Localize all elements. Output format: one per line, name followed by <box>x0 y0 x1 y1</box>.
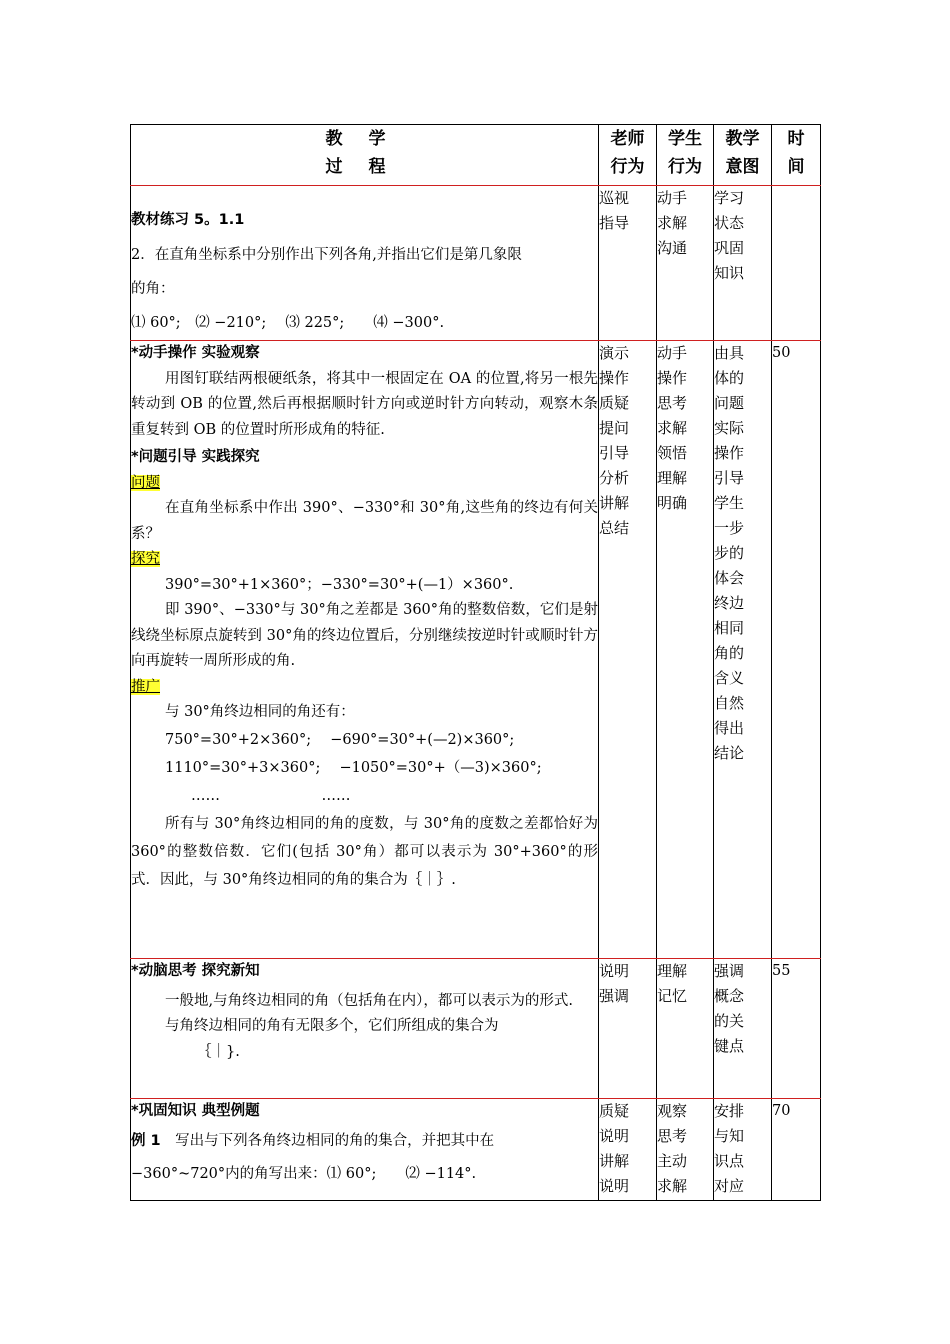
teacher-action: 巡视 指导 <box>599 186 657 341</box>
table-header-row <box>131 125 821 186</box>
time-value: 55 <box>772 959 821 1099</box>
table-row <box>131 341 821 959</box>
exercise-title: 教材练习 5。1.1 <box>131 212 245 228</box>
table-row <box>131 959 821 1099</box>
student-action: 动手 操作 思考 求解 领悟 理解 明确 <box>657 341 714 959</box>
teaching-intent: 安排 与知 识点 对应 <box>714 1099 772 1201</box>
lesson-plan-table <box>130 124 821 1201</box>
question-text: 在直角坐标系中作出 390°、−330°和 30°角,这些角的终边有何关系？ <box>131 500 598 542</box>
example-text: −360°~720°内的角写出来：⑴ 60°; ⑵ −114°. <box>131 1165 477 1182</box>
concept-text: 与角终边相同的角有无限多个，它们所组成的集合为 <box>165 1018 499 1034</box>
label-question: 问题 <box>131 474 160 491</box>
extend-dots: …… …… <box>191 787 351 804</box>
header-time: 时 间 <box>772 125 821 186</box>
header-process-line1: 教学 <box>325 129 412 149</box>
teacher-action: 质疑 说明 讲解 说明 <box>599 1099 657 1201</box>
concept-text: 一般地,与角终边相同的角（包括角在内），都可以表示为的形式. <box>165 992 573 1009</box>
header-teacher: 老师 行为 <box>599 125 657 186</box>
conclusion-text: 所有与 30°角终边相同的角的度数，与 30°角的度数之差都恰好为 360°的整数倍数．它们(包括 30°角）都可以表示为 30°+360°的形式．因此，与 30°角终边相同的角的集合为｛｜｝. <box>131 815 598 888</box>
label-extend: 推广 <box>131 678 160 695</box>
table-row <box>131 1099 821 1201</box>
example-cell <box>131 1099 599 1201</box>
explore-text: 即 390°、−330°与 30°角之差都是 360°角的整数倍数，它们是射线绕坐标原点旋转到 30°角的终边位置后，分别继续按逆时针或顺时针方向再旋转一周所形成的角. <box>131 602 598 669</box>
section-title: *动脑思考 探究新知 <box>131 963 260 979</box>
student-action: 理解 记忆 <box>657 959 714 1099</box>
section-title: *巩固知识 典型例题 <box>131 1103 260 1119</box>
teaching-intent: 学习 状态 巩固 知识 <box>714 186 772 341</box>
exercise-line: 2．在直角坐标系中分别作出下列各角,并指出它们是第几象限 <box>131 246 522 263</box>
time-value <box>772 186 821 341</box>
teaching-intent: 强调 概念 的关 键点 <box>714 959 772 1099</box>
example-text: 写出与下列各角终边相同的角的集合，并把其中在 <box>175 1132 495 1149</box>
example-label: 例 1 <box>131 1132 161 1149</box>
time-value: 70 <box>772 1099 821 1201</box>
extend-formula: 750°=30°+2×360°; −690°=30°+(—2)×360°; <box>165 731 515 748</box>
time-value: 50 <box>772 341 821 959</box>
teacher-action: 说明 强调 <box>599 959 657 1099</box>
extend-formula: 1110°=30°+3×360°; −1050°=30°+（—3)×360°; <box>165 759 542 776</box>
exercise-line: ⑴ 60°; ⑵ −210°; ⑶ 225°; ⑷ −300°. <box>131 314 445 331</box>
section-title: *动手操作 实验观察 <box>131 345 260 361</box>
experiment-text: 用图钉联结两根硬纸条，将其中一根固定在 OA 的位置,将另一根先转动到 OB 的位置,然后再根据顺时针方向或逆时针方向转动，观察木条重复转到 OB 的位置时所形成角的特征. <box>131 370 598 438</box>
student-action: 动手 求解 沟通 <box>657 186 714 341</box>
teaching-intent: 由具 体的 问题 实际 操作 引导 学生 一步 步的 体会 终边 相同 角的 含义 自然 得出 结论 <box>714 341 772 959</box>
header-intent: 教学 意图 <box>714 125 772 186</box>
header-process <box>131 125 599 186</box>
teacher-action: 演示 操作 质疑 提问 引导 分析 讲解 总结 <box>599 341 657 959</box>
header-process-line2: 过程 <box>325 157 412 177</box>
exercise-line: 的角： <box>131 280 175 297</box>
exercise-cell <box>131 186 599 341</box>
exploration-cell <box>131 341 599 959</box>
label-explore: 探究 <box>131 551 160 567</box>
extend-intro: 与 30°角终边相同的角还有： <box>165 704 355 720</box>
section-title: *问题引导 实践探究 <box>131 449 260 465</box>
header-student: 学生 行为 <box>657 125 714 186</box>
explore-formula: 390°=30°+1×360°；−330°=30°+(—1）×360°. <box>165 576 514 593</box>
concept-set: ｛｜}. <box>197 1043 240 1060</box>
concept-cell <box>131 959 599 1099</box>
student-action: 观察 思考 主动 求解 <box>657 1099 714 1201</box>
table-row <box>131 186 821 341</box>
